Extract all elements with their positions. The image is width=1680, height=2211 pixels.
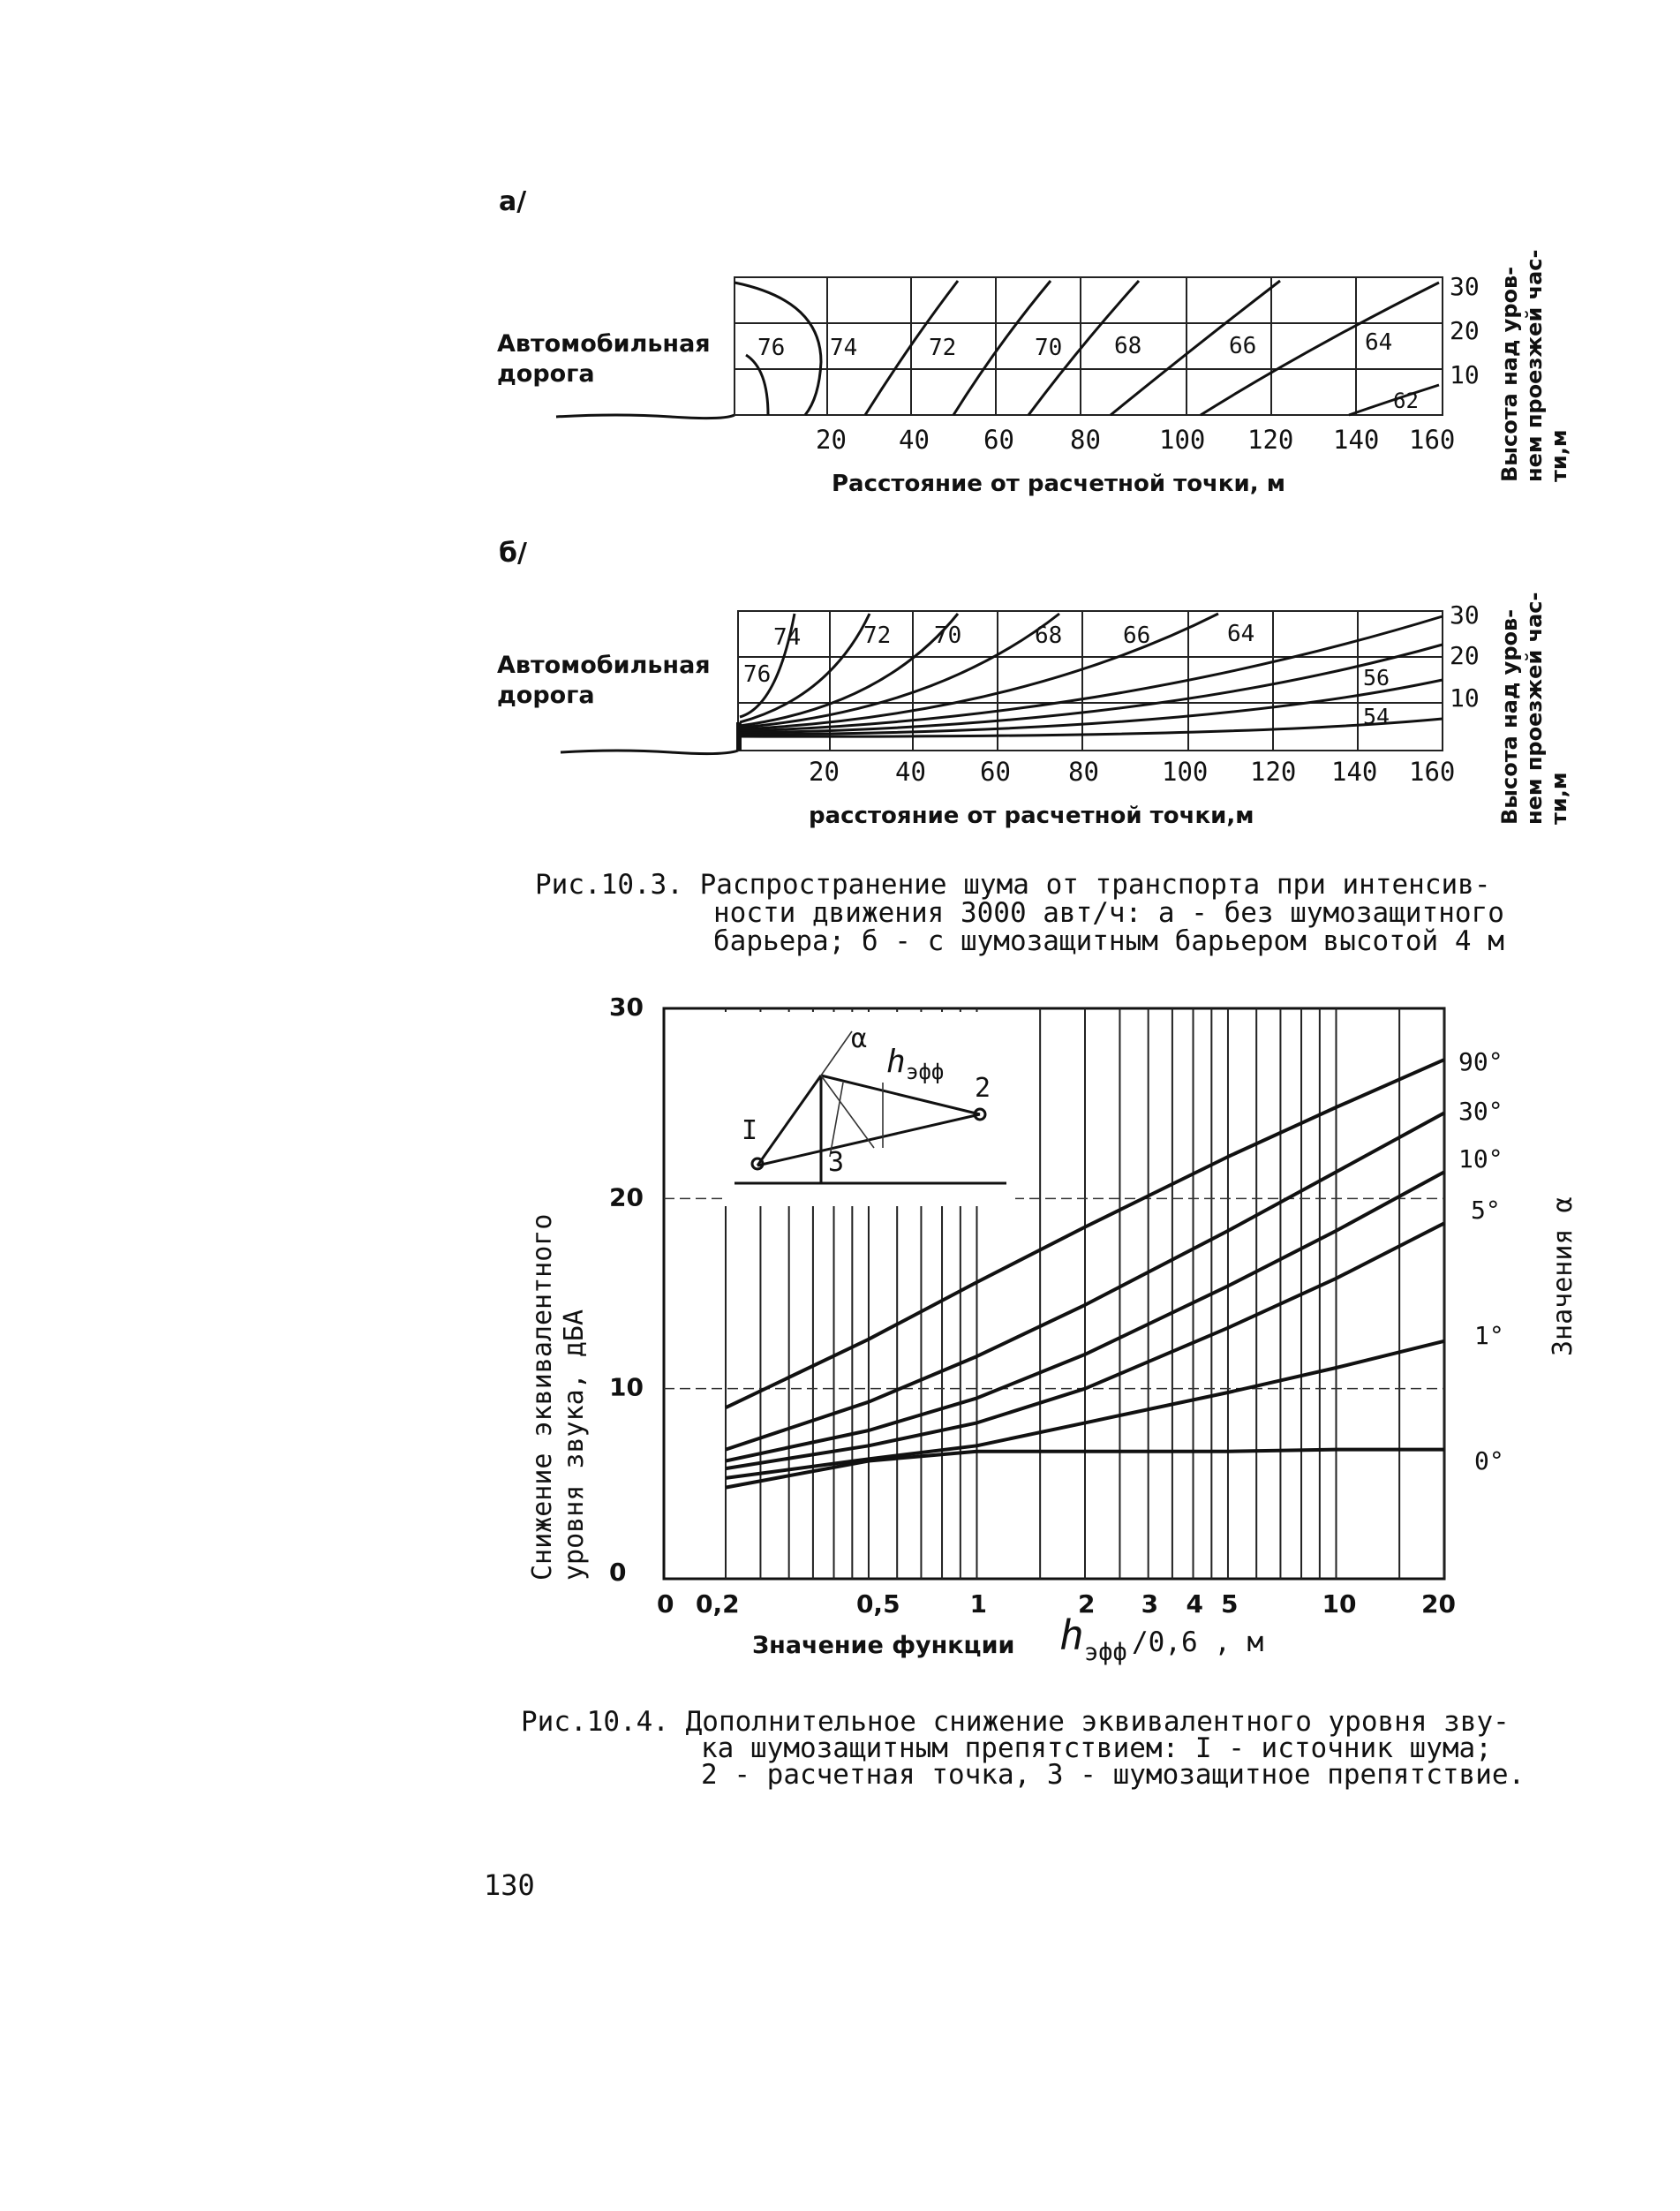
figure-b-contours [740,614,1443,736]
figure-b-y-axis-label-line: ти,м [1547,772,1571,825]
series-labels [1458,1047,1504,1475]
figure-a-road-label-2: дорога [497,360,595,388]
figure-a-y-axis-label-line: Высота над уров- [1497,266,1522,482]
figure-a-x-tick: 120 [1247,425,1294,455]
figure-b-x-tick: 120 [1250,757,1297,787]
figure-b-contour-label: 70 [934,623,962,649]
x-axis-label-suffix: /0,6 , м [1132,1626,1264,1658]
figure-b-panel-label: б/ [499,538,527,569]
figure-a-x-tick: 20 [816,425,847,455]
figure-b [497,538,1571,829]
x-tick-label: 3 [1141,1589,1159,1619]
figure-a-contour-label: 62 [1393,389,1419,413]
figure-a-road-label-1: Автомобильная [497,330,711,358]
figure-a-panel-label: а/ [499,186,527,217]
y-axis-label-line: уровня звука, дБА [559,1309,590,1581]
figure-b-x-tick: 60 [980,757,1011,787]
figure-a-x-tick: 60 [983,425,1014,455]
series-label-5: 5° [1471,1196,1501,1225]
figure-b-ground-line [561,751,738,754]
figure-a-y-axis-label-line: нем проезжей час- [1522,249,1547,482]
right-axis-label [1548,1196,1578,1356]
figure-a-x-tick: 40 [899,425,930,455]
inset-schematic [724,1012,1015,1206]
figure-a-contour-label: 74 [830,335,858,361]
inset-label-alpha: α [851,1023,868,1054]
x-tick-label: 2 [1078,1589,1096,1619]
x-tick-label: 10 [1322,1589,1357,1619]
y-tick-label: 20 [609,1182,644,1212]
figure-a-y-tick: 30 [1450,272,1480,301]
figure-b-y-tick: 20 [1450,641,1480,670]
figure-a-x-tick: 160 [1409,425,1456,455]
y-tick-label: 0 [609,1558,627,1587]
series-label-1: 1° [1474,1321,1504,1350]
inset-label-point: 2 [975,1073,991,1104]
figure-b-y-axis-label-line: Высота над уров- [1497,608,1522,825]
caption-line: 2 - расчетная точка, 3 - шумозащитное препятствие. [701,1759,1526,1791]
figure-b-x-tick: 20 [809,757,840,787]
figure-b-contour-label: 72 [863,623,892,649]
figure-b-road-label-1: Автомобильная [497,652,711,679]
figure-b-contour-label: 66 [1123,623,1151,649]
caption-figure-10-3 [535,869,1504,957]
x-axis-label-sub: эфф [1084,1639,1127,1666]
figure-b-contour-label: 74 [773,624,802,651]
figure-b-y-tick: 30 [1450,600,1480,630]
figure-b-x-axis-label: расстояние от расчетной точки,м [809,803,1254,829]
caption-line: ка шумозащитным препятствием: I - источник шума; [701,1732,1492,1764]
figure-b-contour-label: 64 [1227,621,1255,647]
caption-line: барьера; б - с шумозащитным барьером высотой 4 м [713,925,1504,957]
series-label-10: 10° [1458,1144,1503,1173]
figure-a-x-ticks [816,425,1455,455]
figure-a-x-tick: 140 [1333,425,1380,455]
inset-label-barrier: 3 [828,1147,845,1178]
figure-a-contour-label: 68 [1114,333,1142,359]
right-axis-label-text: Значения α [1548,1196,1578,1356]
series-label-0: 0° [1474,1446,1504,1475]
figure-b-x-tick: 100 [1162,757,1209,787]
figure-a-x-axis-label: Расстояние от расчетной точки, м [832,471,1285,497]
figure-b-x-ticks [809,757,1455,787]
y-axis-label [527,1214,590,1581]
figure-b-y-ticks [1450,600,1480,713]
figure-a-contour-label: 66 [1229,333,1257,359]
x-tick-label: 4 [1186,1589,1204,1619]
figure-a-y-ticks [1450,272,1480,389]
figure-a-y-axis-label [1497,250,1571,483]
figure-a-contour-label: 76 [757,335,786,361]
figure-a-contour-labels [757,329,1419,413]
figure-a-ground-line [556,415,735,419]
figure-b-x-tick: 80 [1068,757,1099,787]
caption-line: ности движения 3000 авт/ч: а - без шумозащитного [713,897,1504,929]
figure-10-4-chart [527,992,1578,1666]
figure-a-y-tick: 10 [1450,360,1480,389]
figure-b-y-axis-label-line: нем проезжей час- [1522,592,1547,825]
x-axis-label-prefix: Значение функции [752,1632,1015,1659]
figure-a-x-tick: 100 [1159,425,1206,455]
figure-b-y-axis-label [1497,592,1571,826]
inset-label-h-sub: эфф [906,1060,945,1084]
caption-figure-10-4 [521,1706,1525,1791]
y-tick-label: 30 [609,992,644,1022]
x-tick-label: 5 [1220,1589,1239,1619]
figure-a-y-axis-label-line: ти,м [1547,429,1571,482]
figure-b-contour-label: 54 [1363,704,1390,729]
x-tick-label: 0,2 [696,1589,740,1619]
figure-b-x-tick: 40 [895,757,926,787]
series-label-30: 30° [1458,1097,1503,1126]
caption-line: Рис.10.4. Дополнительное снижение эквивалентного уровня зву- [521,1706,1510,1738]
figure-b-y-tick: 10 [1450,683,1480,713]
y-axis-label-line: Снижение эквивалентного [527,1213,558,1581]
figure-b-contour-label: 68 [1035,623,1063,649]
x-tick-label: 1 [969,1589,987,1619]
figure-b-contour-label: 76 [743,661,772,688]
figure-a-x-tick: 80 [1070,425,1101,455]
caption-line: Рис.10.3. Распространение шума от транспорта при интенсив- [535,869,1491,901]
figure-a-contour-label: 70 [1035,335,1063,361]
figure-a-contour-label: 72 [929,335,957,361]
series-label-90: 90° [1458,1047,1503,1076]
figure-b-x-tick: 140 [1331,757,1378,787]
y-tick-label: 10 [609,1372,644,1402]
figure-b-x-tick: 160 [1409,757,1456,787]
figure-a-y-tick: 20 [1450,316,1480,345]
figure-b-contour-label: 56 [1363,665,1390,690]
x-tick-label: 20 [1421,1589,1456,1619]
inset-label-h: h [886,1044,906,1080]
x-tick-label: 0,5 [855,1589,900,1619]
x-axis-label-h: h [1059,1611,1084,1659]
x-tick-label: 0 [657,1589,674,1619]
page-number: 130 [484,1868,535,1902]
figure-b-road-label-2: дорога [497,682,595,709]
inset-label-source: I [742,1115,758,1146]
figure-a-contour-label: 64 [1365,329,1393,356]
figure-a [497,186,1571,497]
